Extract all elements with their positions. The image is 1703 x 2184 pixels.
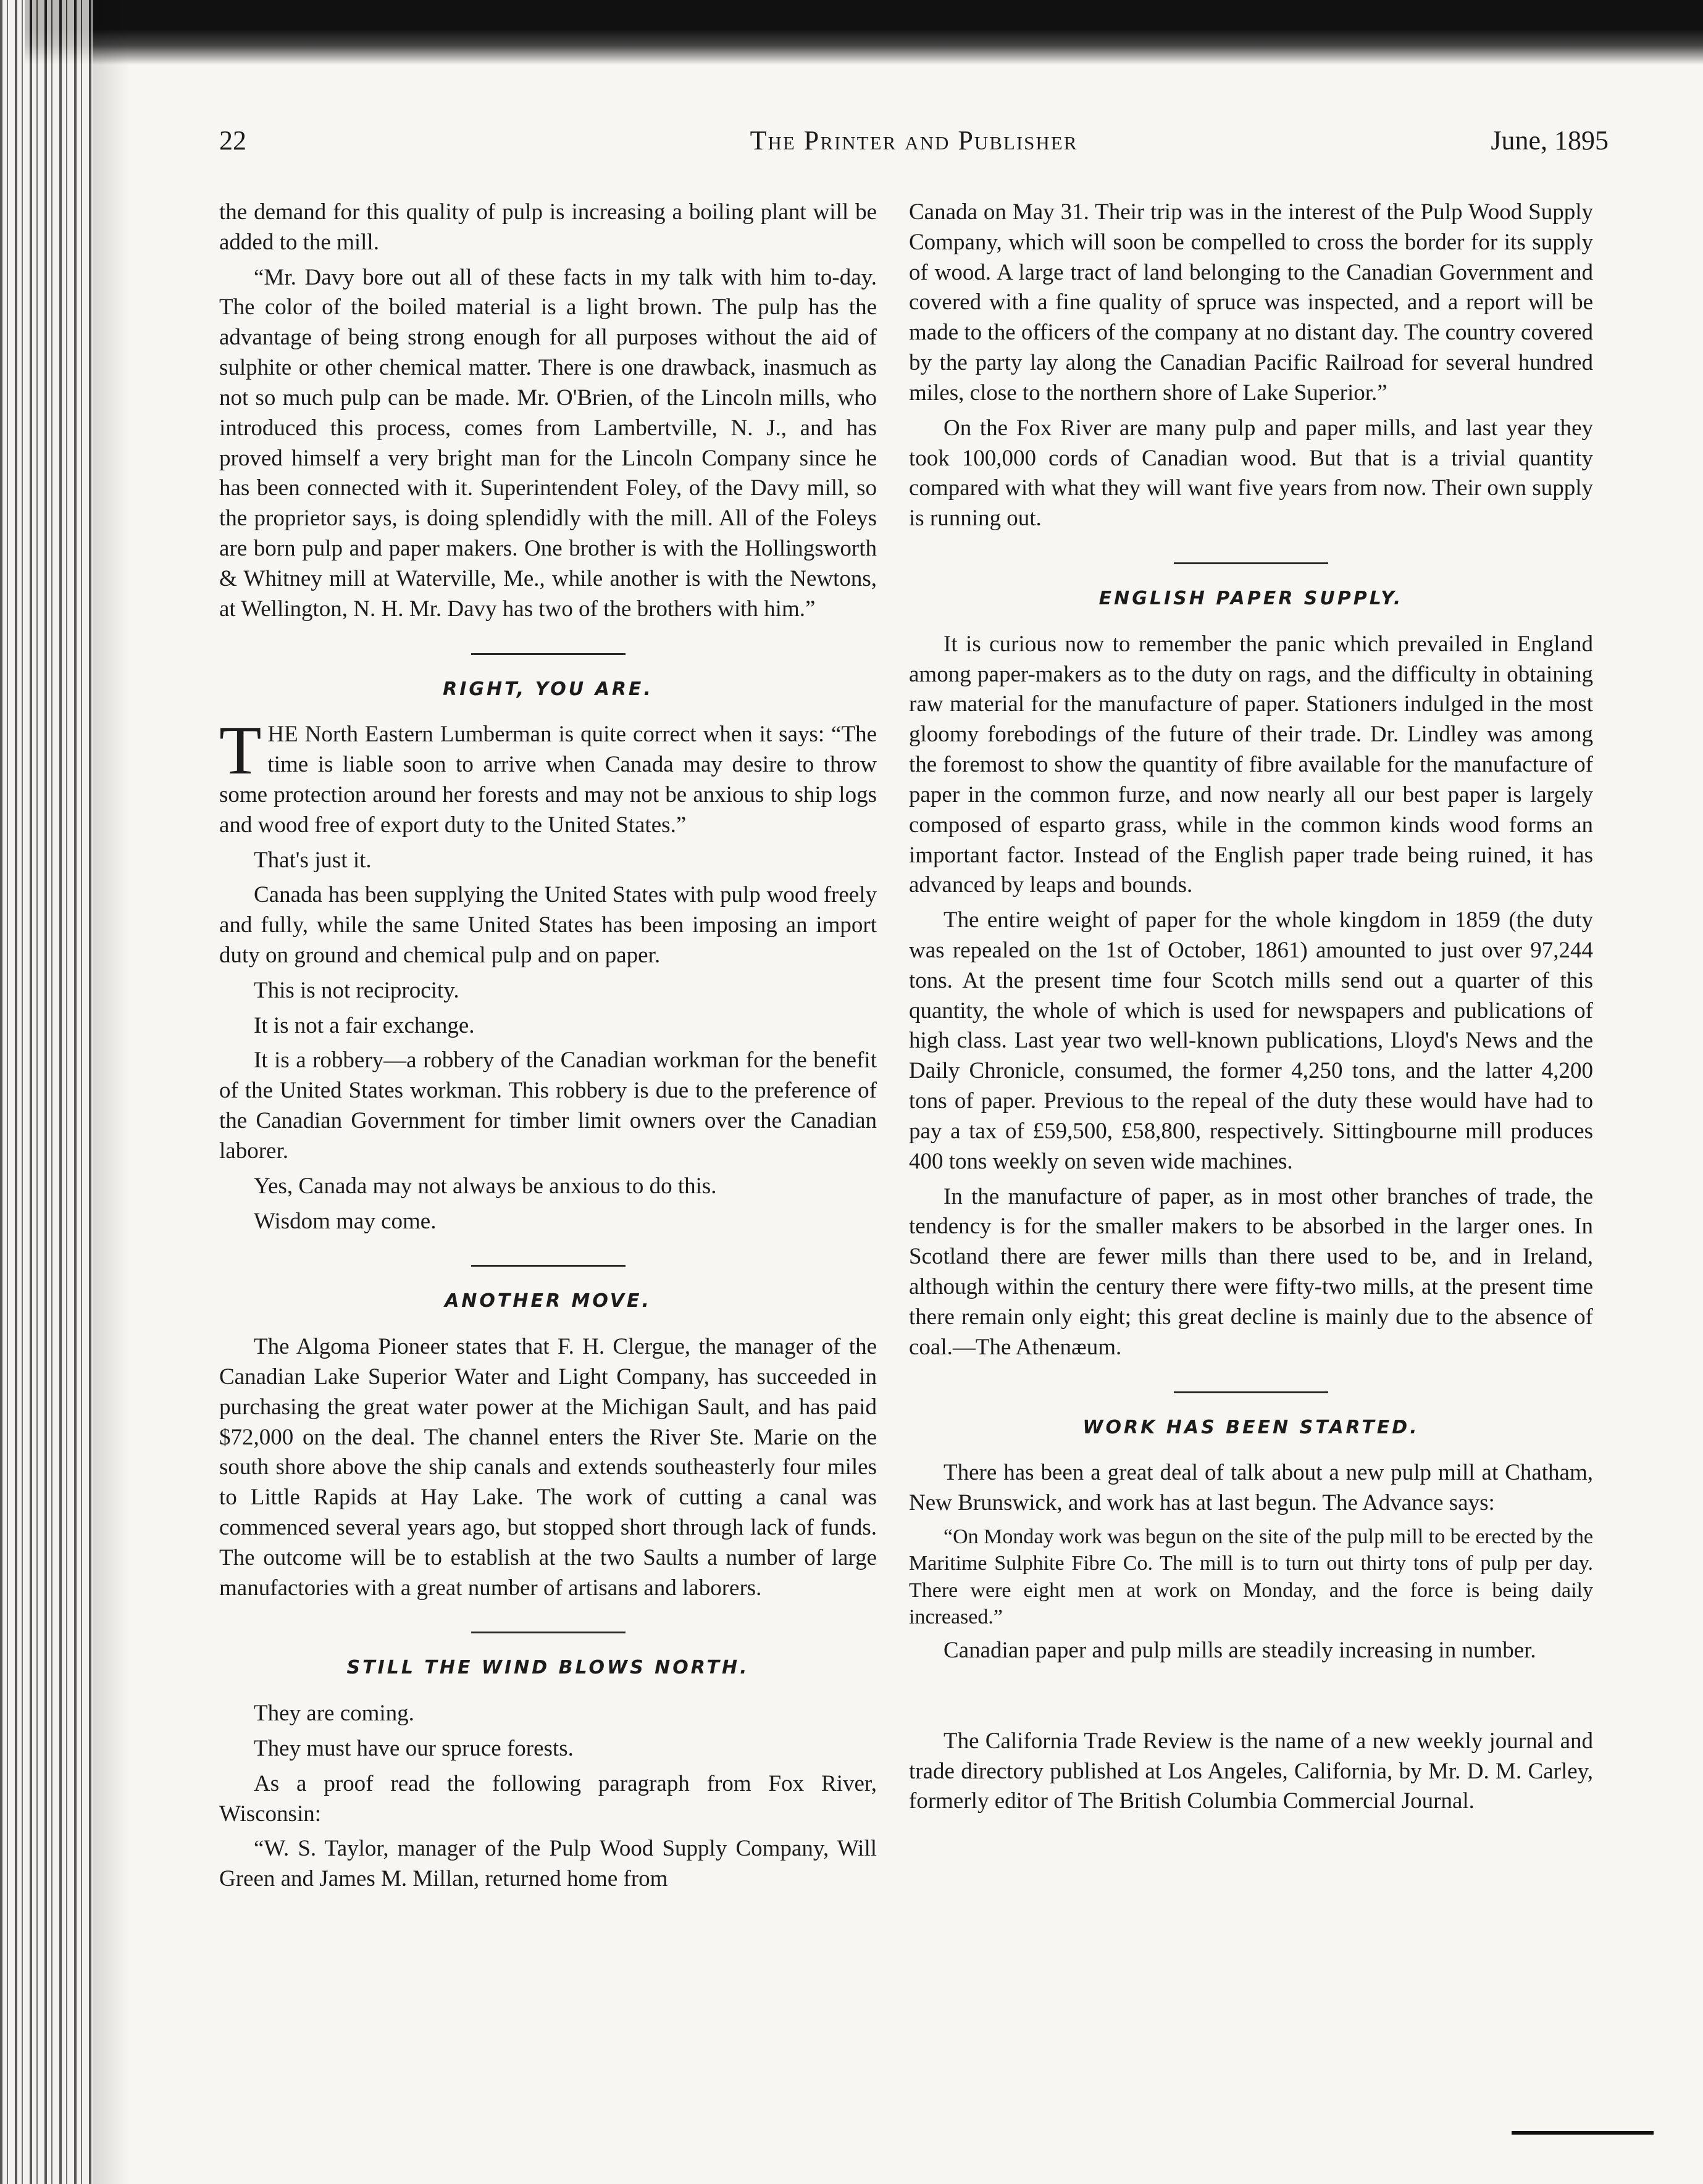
heading-work-has-been-started: WORK HAS BEEN STARTED.	[1082, 1416, 1420, 1438]
continued-paragraph: the demand for this quality of pulp is increasing a boiling plant will be added to the mill.	[219, 199, 877, 255]
section-divider	[1174, 1391, 1328, 1393]
lead-text: HE North Eastern Lumberman is quite correct when it says: “The time is liable soon to arrive when Canada may desire to throw some protection around her forests and may not be anxious to ship logs and wood free of export duty to the United States.”	[219, 722, 877, 838]
right-column	[909, 198, 1593, 1822]
advance-quote: “On Monday work was begun on the site of the pulp mill to be erected by the Maritime Sulphite Fibre Co. The mill is to turn out thirty tons of pulp per day. There were eight men at work on Monday, and the force is being daily increased.”	[909, 1525, 1593, 1629]
heading-another-move: ANOTHER MOVE.	[445, 1290, 651, 1312]
section-divider	[1174, 562, 1328, 564]
article-paragraph: It is a robbery—a robbery of the Canadian workman for the benefit of the United States workman. This robbery is due to the preference of the Canadian Government for timber limit owners over the Canadian laborer.	[219, 1048, 877, 1164]
heading-english-paper-supply: ENGLISH PAPER SUPPLY.	[1098, 588, 1404, 610]
article-paragraph: Canada has been supplying the United States with pulp wood freely and fully, while the same United States has been imposing an import duty on ground and chemical pulp and on paper.	[219, 882, 877, 968]
column-spacer	[909, 1671, 1593, 1727]
issue-date: June, 1895	[1491, 125, 1609, 156]
scan-binding-shadow	[93, 0, 130, 2184]
article-paragraph: They are coming.	[254, 1701, 414, 1727]
page-corner-rule	[1512, 2131, 1654, 2135]
article-paragraph: Wisdom may come.	[254, 1208, 437, 1234]
section-divider	[471, 1265, 626, 1267]
section-divider	[471, 1632, 626, 1633]
running-head	[219, 125, 1609, 168]
article-paragraph: They must have our spruce forests.	[254, 1735, 574, 1761]
scan-binding-edge	[0, 0, 93, 2184]
continued-paragraph: Canada on May 31. Their trip was in the interest of the Pulp Wood Supply Company, which will soon be compelled to cross the border for its supply of wood. A large tract of land belonging to the Canadian Government and covered with a fine quality of spruce was inspected, and a report will be made to the officers of the company at no distant day. The country covered by the party lay along the Canadian Pacific Railroad for several hundred miles, close to the northern shore of Lake Superior.”	[909, 199, 1593, 406]
article-paragraph: As a proof read the following paragraph from Fox River, Wisconsin:	[219, 1770, 877, 1827]
article-paragraph: Canadian paper and pulp mills are steadily increasing in number.	[944, 1637, 1536, 1663]
article-paragraph: The Algoma Pioneer states that F. H. Clergue, the manager of the Canadian Lake Superior Water and Light Company, has succeeded in purchasing the great water power at the Michigan Sault, and has paid $72,000 on the deal. The channel enters the River Ste. Marie on the south shore above the ship canals and extends southeasterly four miles to Little Rapids at Hay Lake. The work of cutting a canal was commenced several years ago, but stopped short through lack of funds. The outcome will be to establish at the two Saults a number of large manufactories with a great number of artisans and laborers.	[219, 1334, 877, 1601]
article-paragraph: On the Fox River are many pulp and paper mills, and last year they took 100,000 cords of Canadian wood. But that is a trivial quantity compared with what they will want five years from now. Their own supply is running out.	[909, 415, 1593, 531]
heading-right-you-are: RIGHT, YOU ARE.	[443, 678, 653, 700]
article-paragraph: It is not a fair exchange.	[254, 1012, 475, 1038]
page-number: 22	[219, 125, 246, 156]
article-paragraph: There has been a great deal of talk about a new pulp mill at Chatham, New Brunswick, and work has at last begun. The Advance says:	[909, 1460, 1593, 1515]
heading-still-the-wind: STILL THE WIND BLOWS NORTH.	[346, 1657, 750, 1679]
left-column	[219, 198, 877, 1899]
article-paragraph: “W. S. Taylor, manager of the Pulp Wood Supply Company, Will Green and James M. Millan, returned home from	[219, 1836, 877, 1892]
article-paragraph: The entire weight of paper for the whole kingdom in 1859 (the duty was repealed on the 1st of October, 1861) amounted to just over 97,244 tons. At the present time four Scotch mills send out a quarter of this quantity, the whole of which is used for newspapers and publications of high class. Last year two well-known publications, Lloyd's News and the Daily Chronicle, consumed, the former 4,250 tons, and the latter 4,200 tons of paper. Previous to the repeal of the duty these would have had to pay a tax of £59,500, £58,800, respectively. Sittingbourne mill produces 400 tons weekly on seven wide machines.	[909, 907, 1593, 1174]
drop-cap: T	[219, 712, 262, 790]
davy-quote-paragraph: “Mr. Davy bore out all of these facts in my talk with him to-day. The color of the boiled material is a light brown. The pulp has the advantage of being strong enough for all purposes without the aid of sulphite or other chemical matter. There is one drawback, inasmuch as not so much pulp can be made. Mr. O'Brien, of the Lincoln mills, who introduced this process, comes from Lambertville, N. J., and has proved himself a very bright man for the Lincoln Company since he has been connected with it. Superintendent Foley, of the Davy mill, so the proprietor says, is doing splendidly with the mill. All of the Foleys are born pulp and paper makers. One brother is with the Hollingsworth & Whitney mill at Waterville, Me., while another is with the Newtons, at Wellington, N. H. Mr. Davy has two of the brothers with him.”	[219, 264, 877, 622]
right-you-are-lead-paragraph	[219, 712, 877, 840]
article-paragraph: Yes, Canada may not always be anxious to do this.	[254, 1173, 717, 1199]
article-paragraph: It is curious now to remember the panic which prevailed in England among paper-makers as to the duty on rags, and the difficulty in obtaining raw material for the manufacture of paper. Stationers indulged in the most gloomy forebodings of the future of their trade. Dr. Lindley was among the foremost to show the quantity of fibre available for the manufacture of paper in the common furze, and now nearly all our best paper is largely composed of esparto grass, while in the common kinds wood forms an important factor. Instead of the English paper trade being ruined, it has advanced by leaps and bounds.	[909, 631, 1593, 898]
article-paragraph: This is not reciprocity.	[254, 977, 459, 1003]
publication-title: The Printer and Publisher	[750, 125, 1078, 156]
section-divider	[471, 653, 626, 655]
article-paragraph: In the manufacture of paper, as in most other branches of trade, the tendency is for the smaller makers to be absorbed in the larger ones. In Scotland there are fewer mills than there used to be, and in Ireland, although within the century there were fifty-two mills, at the present time there remain only eight; this great decline is mainly due to the absence of coal.—The Athenæum.	[909, 1183, 1593, 1360]
scan-top-edge	[25, 0, 1703, 65]
article-paragraph: That's just it.	[254, 847, 372, 873]
california-note: The California Trade Review is the name of a new weekly journal and trade directory published at Los Angeles, California, by Mr. D. M. Carley, formerly editor of The British Columbia Commercial Journal.	[909, 1728, 1593, 1814]
